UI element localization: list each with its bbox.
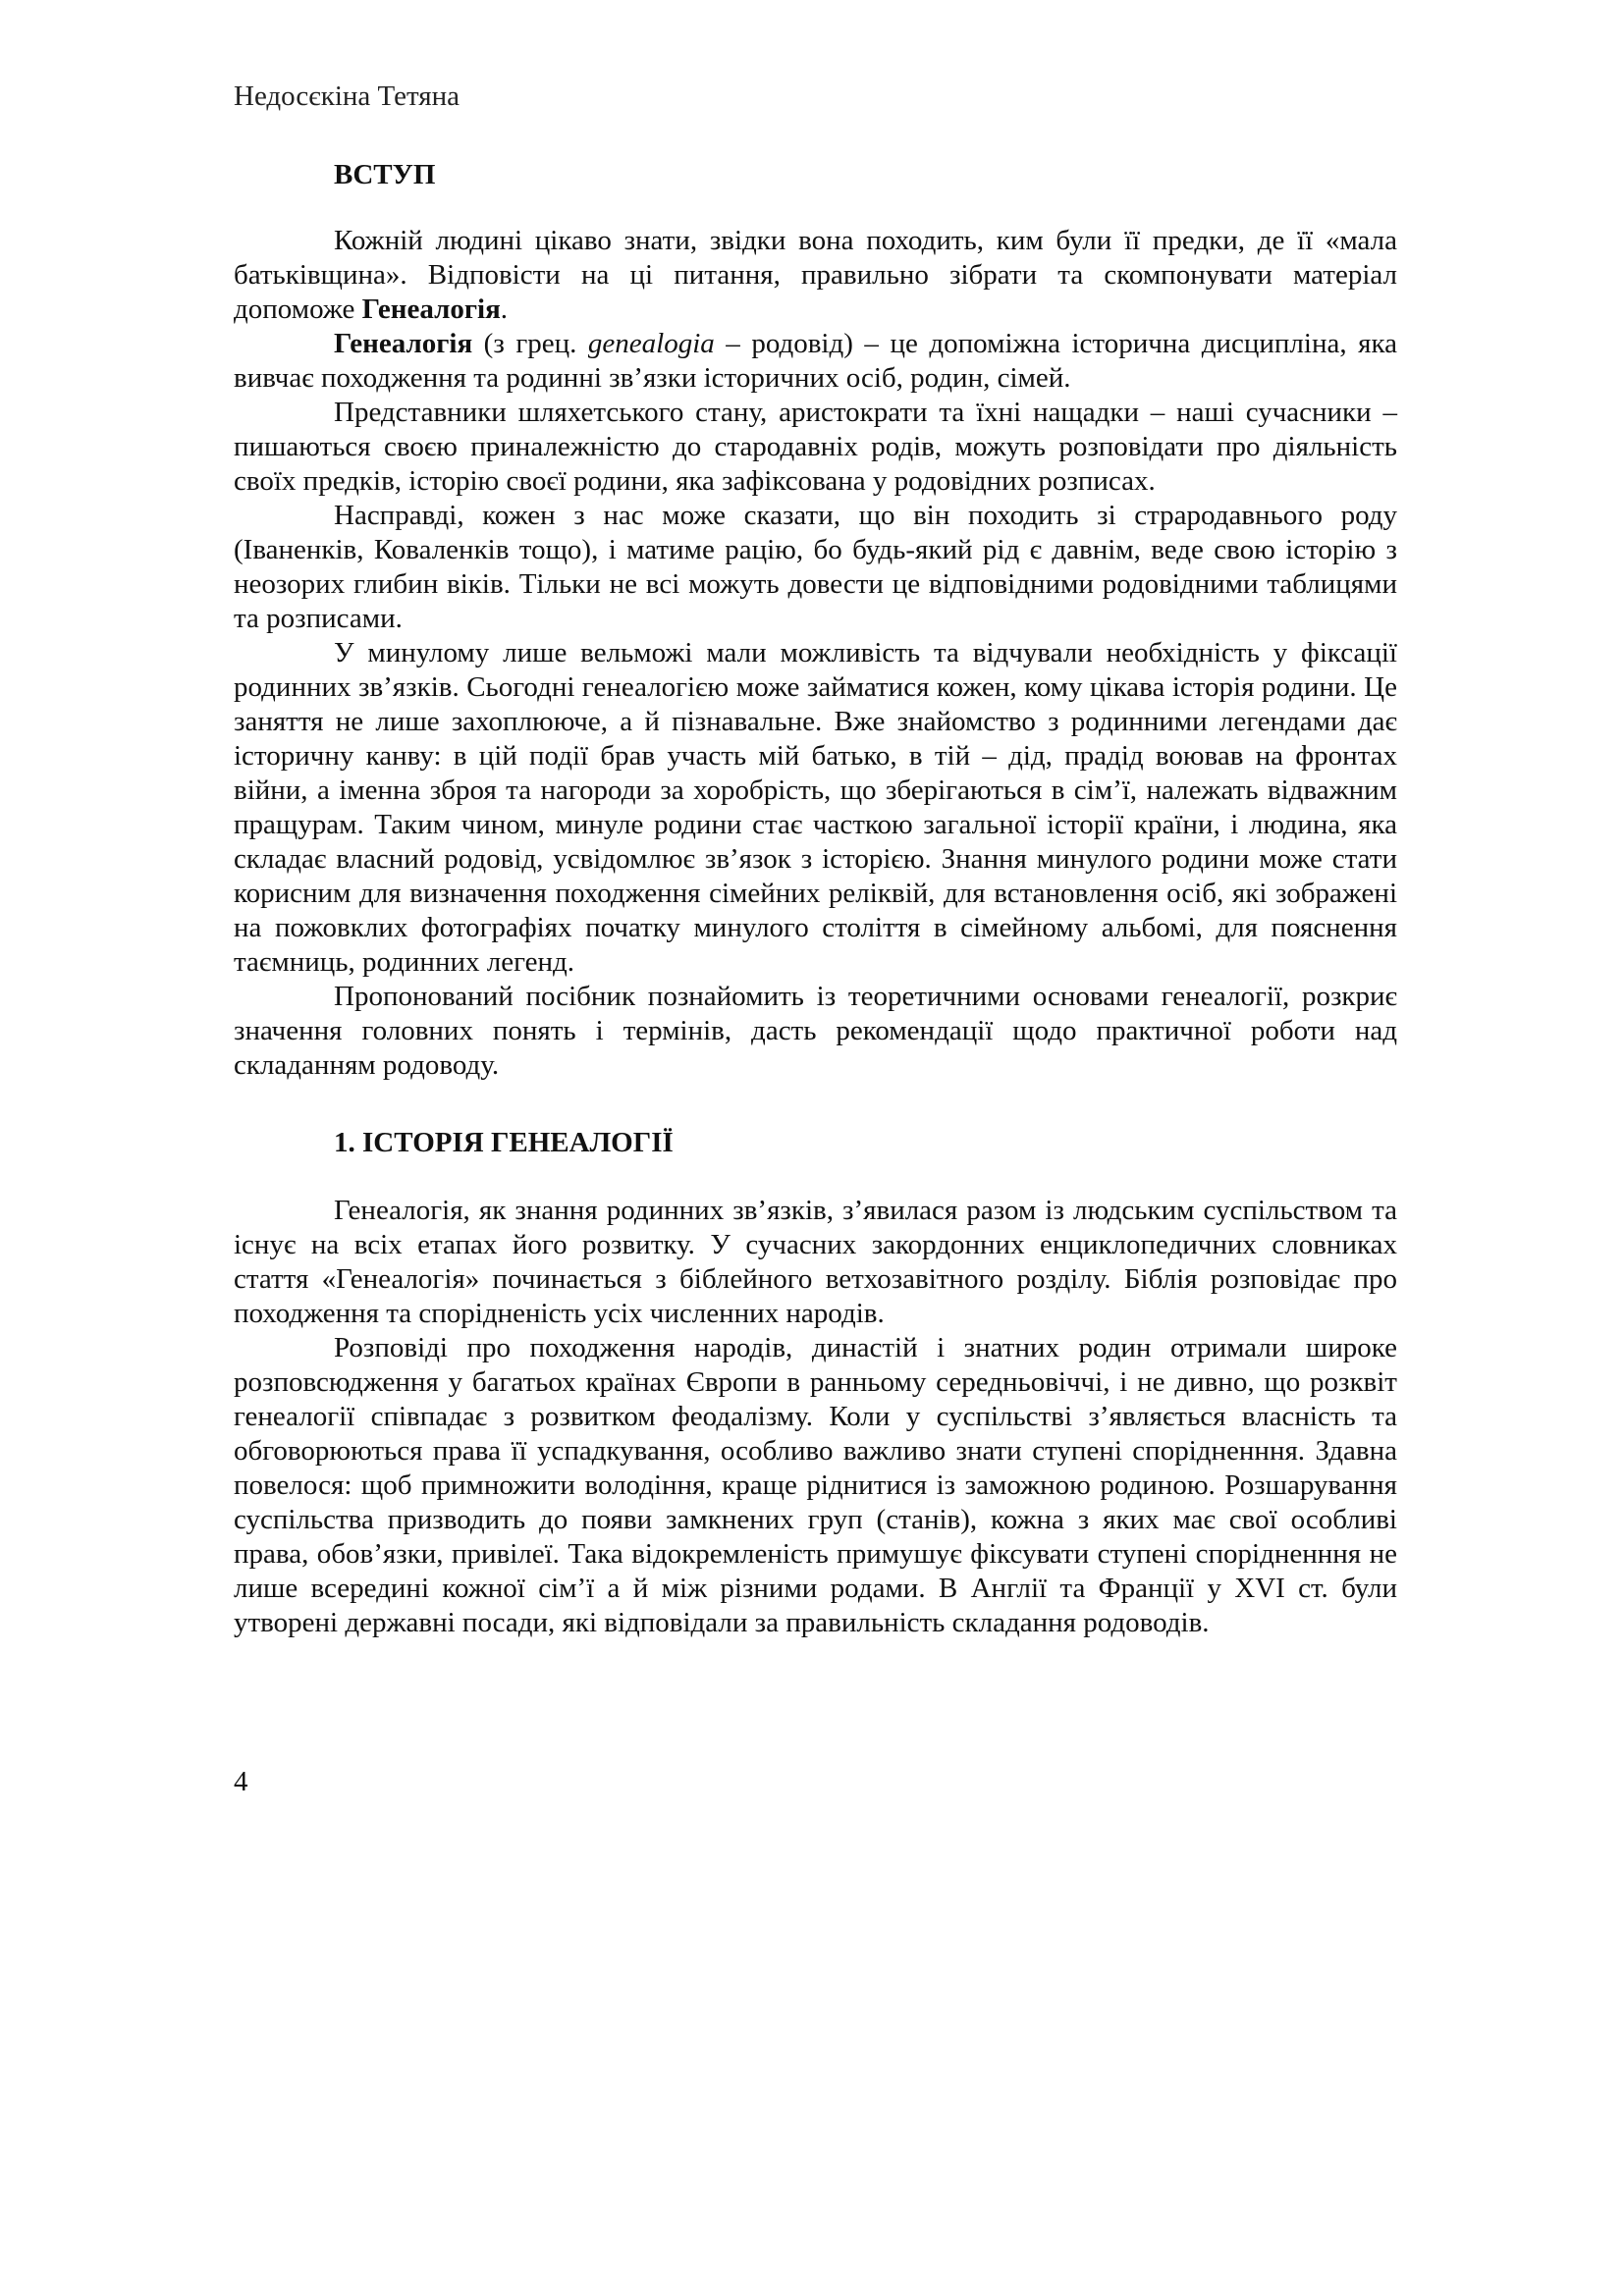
intro-paragraph-2-foreign-word: genealogia	[587, 328, 715, 359]
intro-paragraph-2-before-foreign: (з грец.	[472, 328, 588, 359]
intro-paragraph-6: Пропонований посібник познайомить із теоретичними основами генеалогії, розкриє значення головних понять і термінів, дасть рекомендації щодо практичної роботи над складанням родоводу.	[234, 981, 1397, 1081]
section-heading-intro: ВСТУП	[334, 159, 436, 190]
page-number: 4	[234, 1766, 248, 1797]
intro-paragraph-1-text: Кожній людині цікаво знати, звідки вона походить, ким були її предки, де її «мала батьківщина». Відповісти на ці питання, правильно зібрати та скомпонувати матеріал допоможе	[234, 225, 1397, 325]
intro-paragraph-5: У минулому лише вельможі мали можливість та відчували необхідність у фіксації родинних зв’язків. Сьогодні генеалогією може займатися кожен, кому цікава історія родини. Це заняття не лише захоплююче, а й пізнавальне. Вже знайомство з родинними легендами дає історичну канву: в цій події брав участь мій батько, в тій – дід, прадід воював на фронтах війни, а іменна зброя та нагороди за хоробрість, що зберігаються в сім’ї, належать відважним пращурам. Таким чином, минуле родини стає часткою загальної історії країни, і людина, яка складає власний родовід, усвідомлює зв’язок з історією. Знання минулого родини може стати корисним для визначення походження сімейних реліквій, для встановлення осіб, які зображені на пожовклих фотографіях початку минулого століття в сімейному альбомі, для пояснення таємниць, родинних легенд.	[234, 637, 1397, 978]
intro-paragraph-3: Представники шляхетського стану, аристократи та їхні нащадки – наші сучасники – пишаються своєю приналежністю до стародавніх родів, можуть розповідати про діяльність своїх предків, історію своєї родини, яка зафіксована у родовідних розписах.	[234, 397, 1397, 497]
intro-paragraph-2	[234, 327, 1397, 396]
intro-section	[234, 224, 1397, 1083]
intro-paragraph-1	[234, 224, 1397, 327]
intro-paragraph-1-end: .	[500, 294, 509, 325]
intro-paragraph-4: Насправді, кожен з нас може сказати, що він походить зі страродавнього роду (Іваненків, Коваленків тощо), і матиме рацію, бо будь-який рід є давнім, веде свою історію з неозорих глибин віків. Тільки не всі можуть довести це відповідними родовідними таблицями та розписами.	[234, 500, 1397, 634]
running-header-author: Недосєкіна Тетяна	[234, 80, 460, 112]
history-section	[234, 1194, 1397, 1640]
history-paragraph-2: Розповіді про походження народів, династій і знатних родин отримали широке розповсюдження у багатьох країнах Європи в ранньому середньовіччі, і не дивно, що розквіт генеалогії співпадає з розвитком феодалізму. Коли у суспільстві з’являється власність та обговорюються права її успадкування, особливо важливо знати ступені спорідненння. Здавна повелося: щоб примножити володіння, краще ріднитися із заможною родиною. Розшарування суспільства призводить до появи замкнених груп (станів), кожна з яких має свої особливі права, обов’язки, привілеї. Така відокремленість примушує фіксувати ступені спорідненння не лише всередині кожної сім’ї а й між різними родами. В Англії та Франції у XVI ст. були утворені державні посади, які відповідали за правильність складання родоводів.	[234, 1332, 1397, 1638]
intro-paragraph-1-term: Генеалогія	[361, 294, 501, 325]
section-heading-history: 1. ІСТОРІЯ ГЕНЕАЛОГІЇ	[334, 1127, 674, 1158]
intro-paragraph-2-term: Генеалогія	[334, 328, 473, 359]
intro-paragraph-2-after-foreign: – родовід) – це допоміжна історична дисципліна, яка вивчає походження та родинні зв’язки історичних осіб, родин, сімей.	[234, 328, 1397, 394]
history-paragraph-1: Генеалогія, як знання родинних зв’язків, з’явилася разом із людським суспільством та існує на всіх етапах його розвитку. У сучасних закордонних енциклопедичних словниках стаття «Генеалогія» починається з біблейного ветхозавітного розділу. Біблія розповідає про походження та спорідненість усіх численних народів.	[234, 1195, 1397, 1329]
